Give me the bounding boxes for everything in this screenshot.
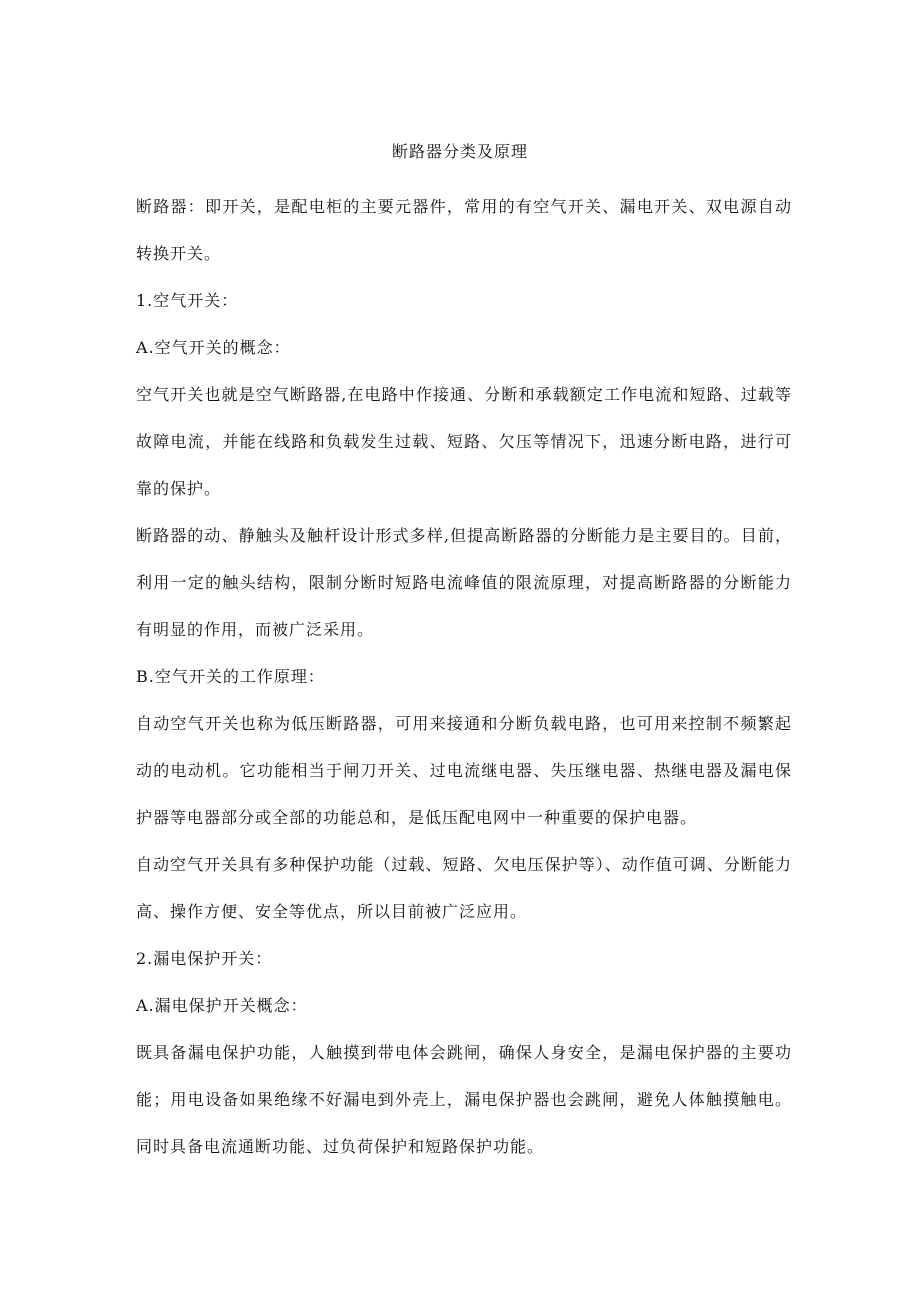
paragraph-air-switch-principle: 自动空气开关也称为低压断路器，可用来接通和分断负载电路，也可用来控制不频繁起动的电动机。它功能相当于闸刀开关、过电流继电器、失压继电器、热继电器及漏电保护器等电器部分或全部的功能总和，是低压配电网中一种重要的保护电器。: [136, 714, 792, 827]
intro-paragraph: 断路器：即开关，是配电柜的主要元器件，常用的有空气开关、漏电开关、双电源自动转换开关。: [136, 197, 792, 263]
paragraph-air-switch-advantages: 自动空气开关具有多种保护功能（过载、短路、欠电压保护等）、动作值可调、分断能力高、操作方便、安全等优点，所以目前被广泛应用。: [136, 855, 792, 921]
subheading-leakage-switch-concept: A.漏电保护开关概念：: [136, 996, 308, 1015]
subheading-air-switch-concept: A.空气开关的概念：: [136, 338, 291, 357]
section-heading-air-switch: 1.空气开关：: [136, 291, 239, 310]
subheading-air-switch-principle: B.空气开关的工作原理：: [136, 667, 325, 686]
paragraph-leakage-switch-concept: 既具备漏电保护功能，人触摸到带电体会跳闸，确保人身安全，是漏电保护器的主要功能；用电设备如果绝缘不好漏电到外壳上，漏电保护器也会跳闸，避免人体触摸触电。同时具备电流通断功能、过负荷保护和短路保护功能。: [136, 1043, 792, 1156]
paragraph-air-switch-concept: 空气开关也就是空气断路器,在电路中作接通、分断和承载额定工作电流和短路、过载等故障电流，并能在线路和负载发生过载、短路、欠压等情况下，迅速分断电路，进行可靠的保护。: [136, 385, 792, 498]
document-title: 断路器分类及原理: [391, 142, 528, 161]
section-heading-leakage-switch: 2.漏电保护开关：: [136, 949, 273, 968]
paragraph-contact-design: 断路器的动、静触头及触杆设计形式多样,但提高断路器的分断能力是主要目的。目前，利用一定的触头结构，限制分断时短路电流峰值的限流原理，对提高断路器的分断能力有明显的作用，而被广泛采用。: [136, 526, 792, 639]
document-body: [136, 183, 792, 1170]
